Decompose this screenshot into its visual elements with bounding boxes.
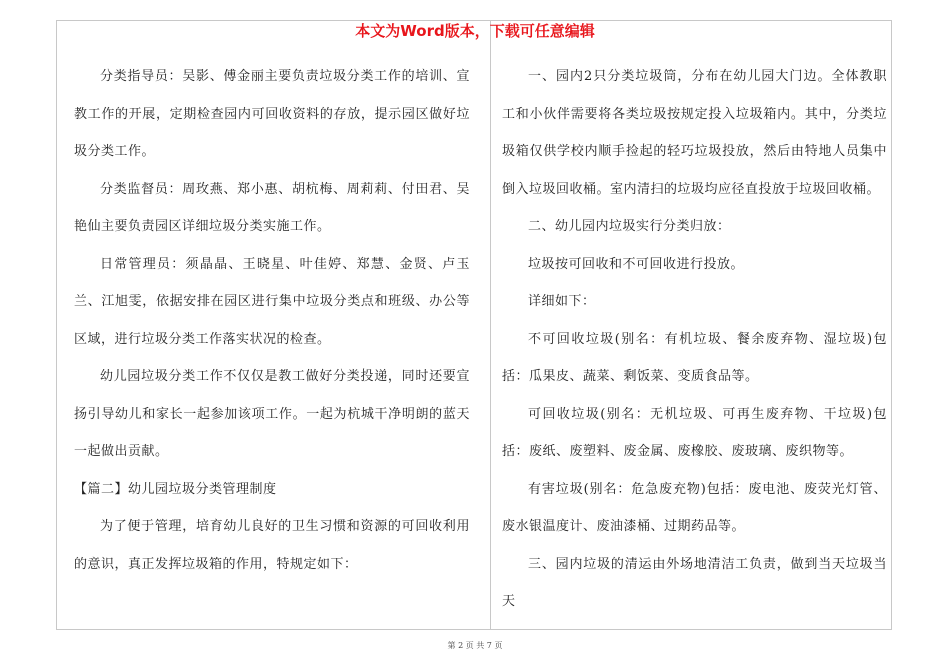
paragraph: 一、园内2只分类垃圾筒，分布在幼儿园大门边。全体教职工和小伙伴需要将各类垃圾按规定投入垃圾箱内。其中，分类垃圾箱仅供学校内顺手捡起的轻巧垃圾投放，然后由特地人员集中倒入垃圾回收桶。室内清扫的垃圾均应径直投放于垃圾回收桶。 [502, 69, 887, 197]
column-divider [490, 20, 491, 630]
paragraph: 分类指导员：吴影、傅金丽主要负责垃圾分类工作的培训、宣教工作的开展，定期检查园内可回收资料的存放，提示园区做好垃圾分类工作。 [74, 69, 470, 159]
paragraph: 有害垃圾(别名：危急废充物)包括：废电池、废荧光灯管、废水银温度计、废油漆桶、过期药品等。 [502, 481, 887, 534]
paragraph: 三、园内垃圾的清运由外场地清洁工负责，做到当天垃圾当天 [502, 556, 887, 609]
paragraph: 为了便于管理，培育幼儿良好的卫生习惯和资源的可回收利用的意识，真正发挥垃圾箱的作用，特规定如下： [74, 519, 470, 572]
paragraph: 分类监督员：周玫燕、郑小惠、胡杭梅、周莉莉、付田君、吴艳仙主要负责园区详细垃圾分类实施工作。 [74, 181, 470, 234]
paragraph: 垃圾按可回收和不可回收进行投放。 [528, 256, 745, 272]
paragraph: 幼儿园垃圾分类工作不仅仅是教工做好分类投递，同时还要宣扬引导幼儿和家长一起参加该项工作。一起为杭城干净明朗的蓝天一起做出贡献。 [74, 369, 470, 459]
paragraph: 日常管理员：须晶晶、王晓星、叶佳婷、郑慧、金贤、卢玉兰、江旭雯，依据安排在园区进行集中垃圾分类点和班级、办公等区域，进行垃圾分类工作落实状况的检查。 [74, 256, 470, 347]
paragraph: 详细如下： [528, 294, 596, 309]
paragraph: 二、幼儿园内垃圾实行分类归放： [528, 219, 731, 234]
paragraph: 可回收垃圾(别名：无机垃圾、可再生废弃物、干垃圾)包括：废纸、废塑料、废金属、废橡胶、废玻璃、废织物等。 [502, 406, 887, 459]
paragraph: 【篇二】幼儿园垃圾分类管理制度 [74, 481, 277, 497]
left-column [74, 58, 470, 583]
right-column [502, 58, 887, 621]
banner-notice: 本文为Word版本，下载可任意编辑 [355, 22, 595, 40]
page-footer: 第 2 页 共 7 页 [447, 641, 503, 650]
paragraph: 不可回收垃圾(别名：有机垃圾、餐余废弃物、湿垃圾)包括：瓜果皮、蔬菜、剩饭菜、变质食品等。 [502, 331, 887, 384]
